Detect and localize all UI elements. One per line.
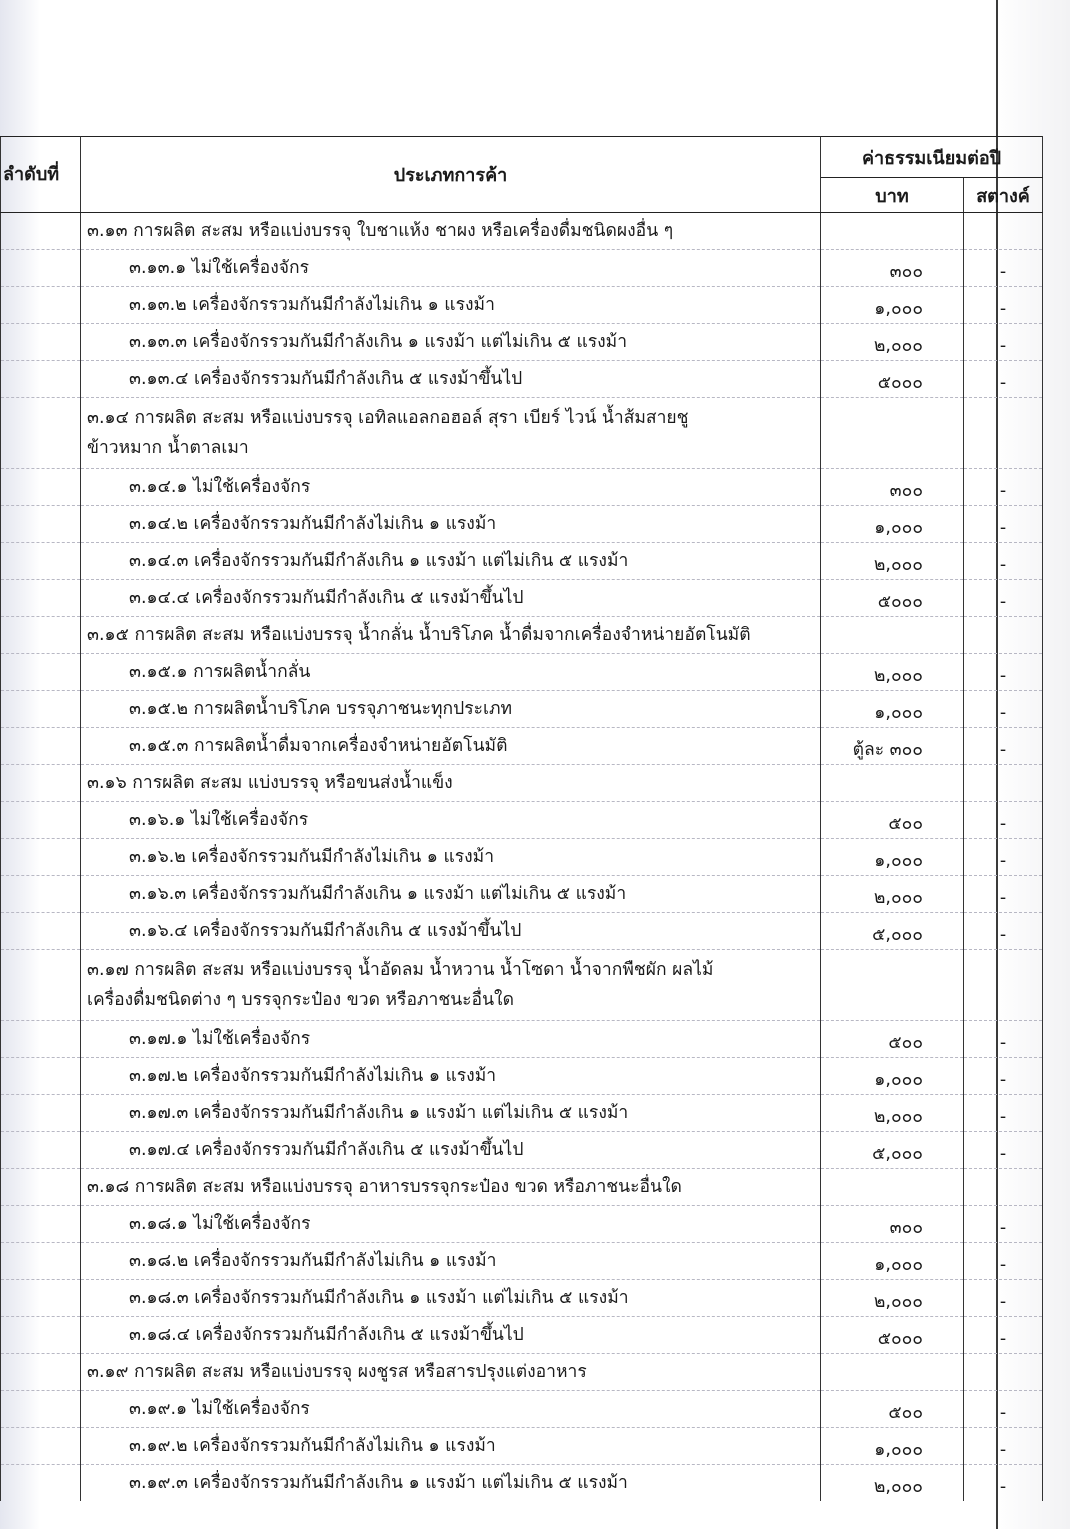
table-row: [1, 1391, 1043, 1428]
table-row: [1, 1280, 1043, 1317]
cell-number: [1, 728, 81, 765]
fee-satang: -: [964, 1095, 1043, 1132]
cell-number: [1, 398, 81, 469]
cell-number: [1, 1169, 81, 1206]
table-row: [1, 506, 1043, 543]
item-description: [81, 1243, 821, 1280]
fee-satang: -: [964, 802, 1043, 839]
table-row: [1, 1206, 1043, 1243]
fee-baht: ๒,๐๐๐: [821, 1280, 964, 1317]
cell-number: [1, 691, 81, 728]
item-description: [81, 1317, 821, 1354]
header-fee: ค่าธรรมเนียมต่อปี: [821, 137, 1043, 178]
category-title: [81, 765, 821, 802]
description-text: ๓.๑๔.๒ เครื่องจักรรวมกันมีกำลังไม่เกิน ๑ แรงม้า: [129, 514, 497, 534]
fee-baht: ๕,๐๐๐: [821, 913, 964, 950]
description-text-continued: เครื่องดื่มชนิดต่าง ๆ บรรจุกระป๋อง ขวด หรือภาชนะอื่นใด: [87, 990, 514, 1010]
table-row: [1, 1095, 1043, 1132]
fee-satang: -: [964, 913, 1043, 950]
cell-number: [1, 1243, 81, 1280]
fee-baht: [821, 1354, 964, 1391]
description-text: ๓.๑๗.๓ เครื่องจักรรวมกันมีกำลังเกิน ๑ แรงม้า แต่ไม่เกิน ๕ แรงม้า: [129, 1103, 629, 1123]
description-text: ๓.๑๗ การผลิต สะสม หรือแบ่งบรรจุ น้ำอัดลม น้ำหวาน น้ำโซดา น้ำจากพืชผัก ผลไม้: [87, 960, 714, 980]
table-row: [1, 654, 1043, 691]
item-description: [81, 691, 821, 728]
fee-satang: -: [964, 1132, 1043, 1169]
item-description: [81, 469, 821, 506]
item-description: [81, 324, 821, 361]
description-text: ๓.๑๖.๔ เครื่องจักรรวมกันมีกำลังเกิน ๕ แรงม้าขึ้นไป: [129, 921, 522, 941]
item-description: [81, 1021, 821, 1058]
table-row: [1, 543, 1043, 580]
description-text: ๓.๑๔.๑ ไม่ใช้เครื่องจักร: [129, 477, 311, 497]
cell-number: [1, 1465, 81, 1502]
fee-satang: -: [964, 250, 1043, 287]
cell-number: [1, 1058, 81, 1095]
fee-table-body: [1, 213, 1043, 1502]
fee-baht: ๑,๐๐๐: [821, 1243, 964, 1280]
cell-number: [1, 1391, 81, 1428]
fee-baht: ๕,๐๐๐: [821, 1132, 964, 1169]
fee-baht: ๑,๐๐๐: [821, 287, 964, 324]
fee-satang: -: [964, 1206, 1043, 1243]
fee-baht: ๒,๐๐๐: [821, 876, 964, 913]
fee-satang: [964, 765, 1043, 802]
category-row: [1, 213, 1043, 250]
fee-satang: -: [964, 324, 1043, 361]
item-description: [81, 876, 821, 913]
table-row: [1, 1243, 1043, 1280]
fee-satang: -: [964, 1317, 1043, 1354]
fee-baht: ๕๐๐: [821, 1391, 964, 1428]
table-row: [1, 469, 1043, 506]
table-row: [1, 1428, 1043, 1465]
cell-number: [1, 1206, 81, 1243]
fee-baht: ๕๐๐: [821, 802, 964, 839]
cell-number: [1, 1317, 81, 1354]
description-text: ๓.๑๘.๒ เครื่องจักรรวมกันมีกำลังไม่เกิน ๑ แรงม้า: [129, 1251, 497, 1271]
item-description: [81, 728, 821, 765]
cell-number: [1, 1280, 81, 1317]
description-text: ๓.๑๕.๓ การผลิตน้ำดื่มจากเครื่องจำหน่ายอัตโนมัติ: [129, 736, 508, 756]
fee-satang: -: [964, 1058, 1043, 1095]
fee-baht: [821, 617, 964, 654]
fee-baht: ๑,๐๐๐: [821, 691, 964, 728]
item-description: [81, 913, 821, 950]
header-baht: บาท: [821, 178, 964, 213]
cell-number: [1, 580, 81, 617]
category-title: [81, 1169, 821, 1206]
table-row: [1, 876, 1043, 913]
fee-satang: [964, 617, 1043, 654]
item-description: [81, 1280, 821, 1317]
item-description: [81, 1206, 821, 1243]
fee-baht: ๓๐๐: [821, 1206, 964, 1243]
description-text-continued: ข้าวหมาก น้ำตาลเมา: [87, 438, 249, 458]
item-description: [81, 1095, 821, 1132]
table-row: [1, 250, 1043, 287]
cell-number: [1, 876, 81, 913]
fee-satang: -: [964, 506, 1043, 543]
fee-satang: -: [964, 580, 1043, 617]
table-row: [1, 913, 1043, 950]
table-row: [1, 839, 1043, 876]
fee-baht: ๒,๐๐๐: [821, 1095, 964, 1132]
fee-satang: -: [964, 1391, 1043, 1428]
fee-satang: -: [964, 1280, 1043, 1317]
description-text: ๓.๑๔ การผลิต สะสม หรือแบ่งบรรจุ เอทิลแอลกอฮอล์ สุรา เบียร์ ไวน์ น้ำส้มสายชู: [87, 408, 689, 428]
category-row: [1, 1169, 1043, 1206]
fee-baht: ๕๐๐๐: [821, 361, 964, 398]
fee-baht: ๒,๐๐๐: [821, 543, 964, 580]
fee-baht: ๓๐๐: [821, 469, 964, 506]
cell-number: [1, 1095, 81, 1132]
table-row: [1, 287, 1043, 324]
header-satang: สตางค์: [964, 178, 1043, 213]
cell-number: [1, 654, 81, 691]
description-text: ๓.๑๓.๑ ไม่ใช้เครื่องจักร: [129, 258, 309, 278]
fee-baht: ๑,๐๐๐: [821, 506, 964, 543]
fee-satang: -: [964, 728, 1043, 765]
table-row: [1, 1465, 1043, 1502]
category-row: [1, 398, 1043, 469]
item-description: [81, 654, 821, 691]
cell-number: [1, 250, 81, 287]
fee-baht: [821, 1169, 964, 1206]
description-text: ๓.๑๕.๒ การผลิตน้ำบริโภค บรรจุภาชนะทุกประเภท: [129, 699, 513, 719]
fee-satang: -: [964, 1021, 1043, 1058]
fee-table-header: [1, 137, 1043, 213]
fee-table: [0, 136, 1043, 1501]
fee-satang: -: [964, 1428, 1043, 1465]
item-description: [81, 1428, 821, 1465]
description-text: ๓.๑๖ การผลิต สะสม แบ่งบรรจุ หรือขนส่งน้ำแข็ง: [87, 773, 453, 793]
description-text: ๓.๑๓.๓ เครื่องจักรรวมกันมีกำลังเกิน ๑ แรงม้า แต่ไม่เกิน ๕ แรงม้า: [129, 332, 628, 352]
item-description: [81, 250, 821, 287]
fee-satang: [964, 1354, 1043, 1391]
table-row: [1, 580, 1043, 617]
fee-satang: [964, 950, 1043, 1021]
fee-baht: ๓๐๐: [821, 250, 964, 287]
fee-baht: ๑,๐๐๐: [821, 839, 964, 876]
category-row: [1, 950, 1043, 1021]
table-row: [1, 361, 1043, 398]
category-title: [81, 213, 821, 250]
description-text: ๓.๑๕.๑ การผลิตน้ำกลั่น: [129, 662, 311, 682]
fee-satang: -: [964, 691, 1043, 728]
description-text: ๓.๑๙.๑ ไม่ใช้เครื่องจักร: [129, 1399, 310, 1419]
fee-satang: -: [964, 361, 1043, 398]
cell-number: [1, 765, 81, 802]
description-text: ๓.๑๙.๒ เครื่องจักรรวมกันมีกำลังไม่เกิน ๑ แรงม้า: [129, 1436, 496, 1456]
description-text: ๓.๑๖.๓ เครื่องจักรรวมกันมีกำลังเกิน ๑ แรงม้า แต่ไม่เกิน ๕ แรงม้า: [129, 884, 627, 904]
category-title: [81, 398, 821, 469]
fee-baht: ตู้ละ ๓๐๐: [821, 728, 964, 765]
category-title: [81, 1354, 821, 1391]
table-row: [1, 1058, 1043, 1095]
item-description: [81, 1058, 821, 1095]
item-description: [81, 543, 821, 580]
fee-satang: -: [964, 654, 1043, 691]
description-text: ๓.๑๗.๑ ไม่ใช้เครื่องจักร: [129, 1029, 311, 1049]
fee-baht: ๑,๐๐๐: [821, 1058, 964, 1095]
item-description: [81, 506, 821, 543]
description-text: ๓.๑๓.๒ เครื่องจักรรวมกันมีกำลังไม่เกิน ๑ แรงม้า: [129, 295, 495, 315]
fee-satang: -: [964, 1243, 1043, 1280]
cell-number: [1, 469, 81, 506]
category-row: [1, 1354, 1043, 1391]
description-text: ๓.๑๘.๔ เครื่องจักรรวมกันมีกำลังเกิน ๕ แรงม้าขึ้นไป: [129, 1325, 524, 1345]
description-text: ๓.๑๗.๒ เครื่องจักรรวมกันมีกำลังไม่เกิน ๑ แรงม้า: [129, 1066, 497, 1086]
item-description: [81, 287, 821, 324]
table-row: [1, 324, 1043, 361]
fee-satang: -: [964, 876, 1043, 913]
description-text: ๓.๑๗.๔ เครื่องจักรรวมกันมีกำลังเกิน ๕ แรงม้าขึ้นไป: [129, 1140, 524, 1160]
fee-satang: -: [964, 469, 1043, 506]
item-description: [81, 580, 821, 617]
fee-satang: [964, 213, 1043, 250]
description-text: ๓.๑๘.๑ ไม่ใช้เครื่องจักร: [129, 1214, 311, 1234]
fee-satang: -: [964, 287, 1043, 324]
fee-baht: ๒,๐๐๐: [821, 654, 964, 691]
cell-number: [1, 1428, 81, 1465]
description-text: ๓.๑๙.๓ เครื่องจักรรวมกันมีกำลังเกิน ๑ แรงม้า แต่ไม่เกิน ๕ แรงม้า: [129, 1473, 628, 1493]
table-row: [1, 1132, 1043, 1169]
cell-number: [1, 213, 81, 250]
fee-baht: [821, 765, 964, 802]
category-title: [81, 617, 821, 654]
cell-number: [1, 324, 81, 361]
item-description: [81, 802, 821, 839]
description-text: ๓.๑๓ การผลิต สะสม หรือแบ่งบรรจุ ใบชาแห้ง ชาผง หรือเครื่องดื่มชนิดผงอื่น ๆ: [87, 221, 674, 241]
description-text: ๓.๑๕ การผลิต สะสม หรือแบ่งบรรจุ น้ำกลั่น น้ำบริโภค น้ำดื่มจากเครื่องจำหน่ายอัตโนมัติ: [87, 625, 751, 645]
fee-baht: [821, 213, 964, 250]
description-text: ๓.๑๓.๔ เครื่องจักรรวมกันมีกำลังเกิน ๕ แรงม้าขึ้นไป: [129, 369, 523, 389]
cell-number: [1, 913, 81, 950]
fee-satang: -: [964, 543, 1043, 580]
fee-baht: ๒,๐๐๐: [821, 1465, 964, 1502]
cell-number: [1, 1132, 81, 1169]
fee-baht: [821, 398, 964, 469]
fee-baht: ๕๐๐: [821, 1021, 964, 1058]
table-row: [1, 802, 1043, 839]
cell-number: [1, 617, 81, 654]
cell-number: [1, 839, 81, 876]
header-number: ลำดับที่: [1, 137, 81, 213]
cell-number: [1, 506, 81, 543]
fee-baht: ๒,๐๐๐: [821, 324, 964, 361]
description-text: ๓.๑๔.๓ เครื่องจักรรวมกันมีกำลังเกิน ๑ แรงม้า แต่ไม่เกิน ๕ แรงม้า: [129, 551, 629, 571]
category-title: [81, 950, 821, 1021]
table-row: [1, 1021, 1043, 1058]
description-text: ๓.๑๖.๑ ไม่ใช้เครื่องจักร: [129, 810, 309, 830]
cell-number: [1, 1354, 81, 1391]
fee-satang: [964, 398, 1043, 469]
item-description: [81, 1132, 821, 1169]
description-text: ๓.๑๘.๓ เครื่องจักรรวมกันมีกำลังเกิน ๑ แรงม้า แต่ไม่เกิน ๕ แรงม้า: [129, 1288, 629, 1308]
description-text: ๓.๑๘ การผลิต สะสม หรือแบ่งบรรจุ อาหารบรรจุกระป๋อง ขวด หรือภาชนะอื่นใด: [87, 1177, 682, 1197]
table-row: [1, 691, 1043, 728]
table-row: [1, 1317, 1043, 1354]
cell-number: [1, 802, 81, 839]
fee-baht: [821, 950, 964, 1021]
cell-number: [1, 361, 81, 398]
category-row: [1, 617, 1043, 654]
description-text: ๓.๑๙ การผลิต สะสม หรือแบ่งบรรจุ ผงชูรส หรือสารปรุงแต่งอาหาร: [87, 1362, 587, 1382]
fee-satang: -: [964, 839, 1043, 876]
description-text: ๓.๑๔.๔ เครื่องจักรรวมกันมีกำลังเกิน ๕ แรงม้าขึ้นไป: [129, 588, 524, 608]
cell-number: [1, 1021, 81, 1058]
cell-number: [1, 287, 81, 324]
fee-baht: ๕๐๐๐: [821, 1317, 964, 1354]
item-description: [81, 1391, 821, 1428]
fee-satang: [964, 1169, 1043, 1206]
fee-satang: -: [964, 1465, 1043, 1502]
description-text: ๓.๑๖.๒ เครื่องจักรรวมกันมีกำลังไม่เกิน ๑ แรงม้า: [129, 847, 495, 867]
table-row: [1, 728, 1043, 765]
header-type: ประเภทการค้า: [81, 137, 821, 213]
cell-number: [1, 543, 81, 580]
item-description: [81, 839, 821, 876]
item-description: [81, 361, 821, 398]
fee-baht: ๕๐๐๐: [821, 580, 964, 617]
item-description: [81, 1465, 821, 1502]
category-row: [1, 765, 1043, 802]
cell-number: [1, 950, 81, 1021]
fee-baht: ๑,๐๐๐: [821, 1428, 964, 1465]
